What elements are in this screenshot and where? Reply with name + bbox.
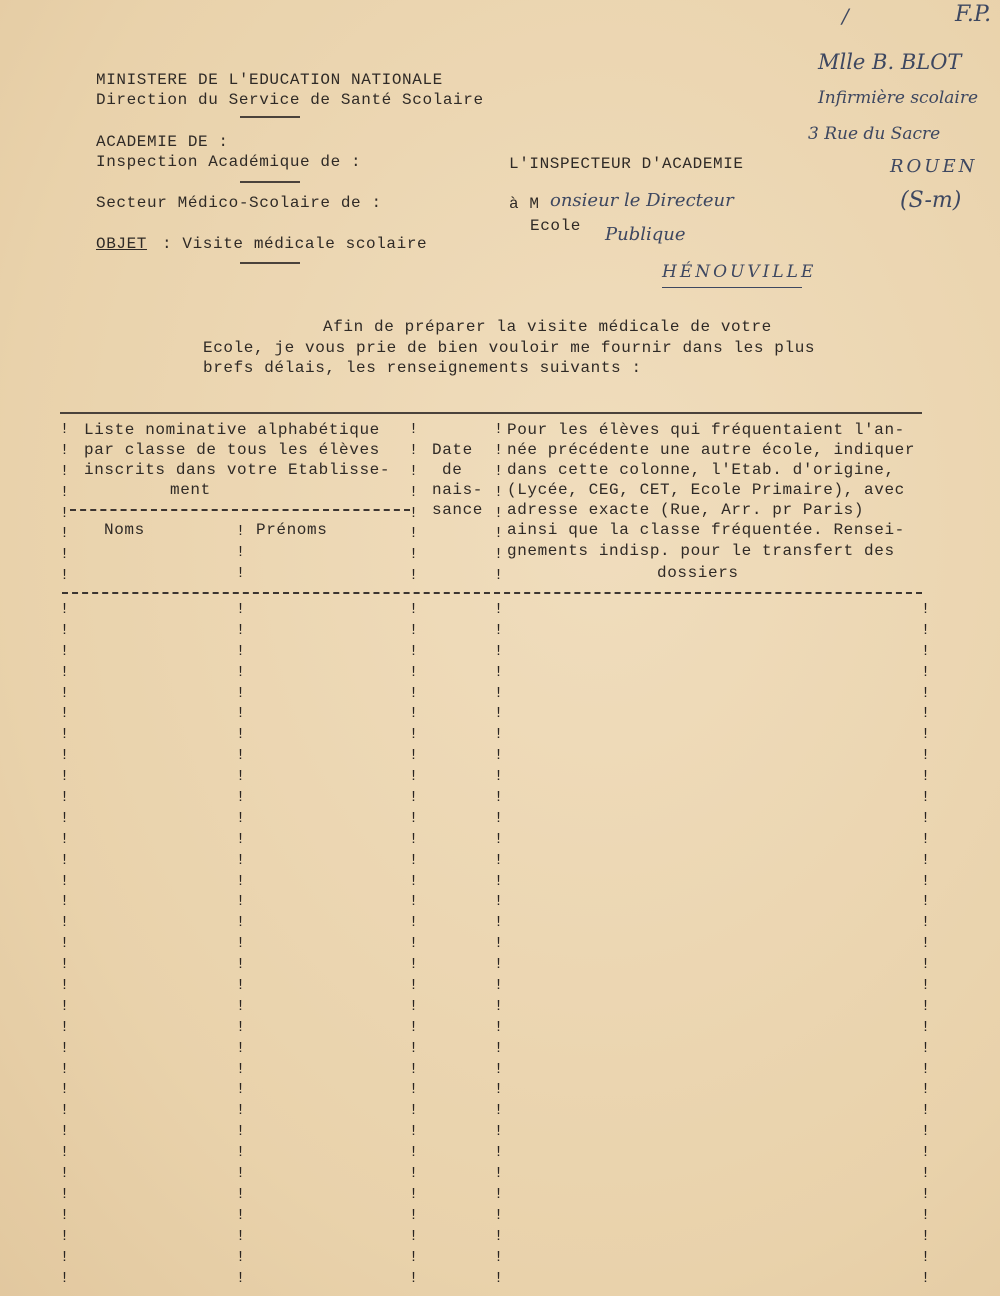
column-separator-mark: !	[921, 1185, 931, 1203]
column-separator-mark: !	[494, 789, 504, 807]
col4-header-line-7: gnements indisp. pour le transfert des	[507, 542, 895, 560]
column-separator-mark: !	[494, 977, 504, 995]
inspecteur-title: L'INSPECTEUR D'ACADEMIE	[509, 155, 744, 173]
column-separator-mark: !	[494, 705, 504, 723]
column-separator-mark: !	[409, 1269, 419, 1287]
column-separator-mark: !	[494, 935, 504, 953]
column-separator-mark: !	[921, 1248, 931, 1266]
column-separator-mark: !	[921, 768, 931, 786]
column-separator-mark: !	[494, 1227, 504, 1245]
column-separator-mark: !	[409, 851, 419, 869]
separator-1	[240, 116, 300, 118]
column-separator-mark: !	[236, 1144, 246, 1162]
header-separator-left: ! ! ! ! ! ! ! !	[60, 421, 70, 585]
column-separator-mark: !	[60, 1185, 70, 1203]
column-separator-mark: !	[236, 1018, 246, 1036]
town-handwritten: HÉNOUVILLE	[662, 262, 817, 282]
column-separator-mark: !	[921, 872, 931, 890]
column-separator-mark: !	[236, 893, 246, 911]
column-separator-mark: !	[921, 851, 931, 869]
column-separator-mark: !	[60, 642, 70, 660]
column-separator-mark: !	[236, 1206, 246, 1224]
column-separator-mark: !	[921, 1102, 931, 1120]
column-separator-mark: !	[60, 663, 70, 681]
column-separator-mark: !	[236, 642, 246, 660]
column-separator-mark: !	[921, 893, 931, 911]
column-separator-mark: !	[60, 621, 70, 639]
column-separator-mark: !	[236, 935, 246, 953]
column-separator-mark: !	[60, 1102, 70, 1120]
column-separator-mark: !	[921, 809, 931, 827]
col1-header-line-1: Liste nominative alphabétique	[84, 421, 380, 439]
academie-line: ACADEMIE DE :	[96, 133, 229, 151]
column-separator-mark: !	[409, 1081, 419, 1099]
col4-header-line-1: Pour les élèves qui fréquentaient l'an-	[507, 421, 905, 439]
column-separator-mark: !	[921, 663, 931, 681]
col4-header-line-4: (Lycée, CEG, CET, Ecole Primaire), avec	[507, 481, 905, 499]
column-separator-mark: !	[409, 1018, 419, 1036]
corner-initials: F.P.	[955, 2, 992, 27]
col4-header-line-8: dossiers	[657, 564, 739, 582]
column-separator-mark: !	[60, 789, 70, 807]
column-separator-mark: !	[60, 1227, 70, 1245]
column-separator-mark: !	[60, 1206, 70, 1224]
column-separator-mark: !	[60, 914, 70, 932]
date-header-line-1: Date	[432, 441, 473, 459]
header-separator-prenoms: ! ! !	[236, 523, 246, 582]
col1-header-line-3: inscrits dans votre Etablisse-	[84, 461, 391, 479]
recipient-city: ROUEN	[890, 156, 978, 177]
column-separator-mark: !	[236, 768, 246, 786]
column-separator-mark: !	[236, 809, 246, 827]
column-separator-mark: !	[921, 747, 931, 765]
column-separator-mark: !	[921, 1227, 931, 1245]
column-separator-mark: !	[409, 684, 419, 702]
column-separator-mark: !	[921, 1165, 931, 1183]
col4-header-line-2: née précédente une autre école, indiquer	[507, 441, 916, 459]
column-separator-mark: !	[236, 621, 246, 639]
column-separator-mark: !	[409, 621, 419, 639]
column-separator-mark: !	[409, 977, 419, 995]
body-separator-col4	[494, 600, 504, 1289]
intro-line-3: brefs délais, les renseignements suivants :	[203, 359, 642, 377]
date-header-line-3: nais-	[432, 481, 484, 499]
column-separator-mark: !	[494, 663, 504, 681]
column-separator-mark: !	[236, 684, 246, 702]
column-separator-mark: !	[494, 1060, 504, 1078]
column-separator-mark: !	[409, 1039, 419, 1057]
prenoms-header: Prénoms	[256, 521, 328, 539]
column-separator-mark: !	[409, 1165, 419, 1183]
column-separator-mark: !	[60, 1269, 70, 1287]
column-separator-mark: !	[236, 601, 246, 618]
body-separator-right	[921, 600, 931, 1289]
column-separator-mark: !	[921, 789, 931, 807]
column-separator-mark: !	[236, 1123, 246, 1141]
column-separator-mark: !	[494, 851, 504, 869]
column-separator-mark: !	[921, 956, 931, 974]
column-separator-mark: !	[236, 1102, 246, 1120]
column-separator-mark: !	[60, 809, 70, 827]
column-separator-mark: !	[494, 1123, 504, 1141]
column-separator-mark: !	[921, 1081, 931, 1099]
col1-header-line-2: par classe de tous les élèves	[84, 441, 380, 459]
column-separator-mark: !	[409, 1185, 419, 1203]
recipient-dept: (S-m)	[900, 188, 962, 213]
col4-header-line-5: adresse exacte (Rue, Arr. pr Paris)	[507, 501, 865, 519]
column-separator-mark: !	[236, 1248, 246, 1266]
column-separator-mark: !	[236, 956, 246, 974]
column-separator-mark: !	[921, 1039, 931, 1057]
column-separator-mark: !	[921, 1144, 931, 1162]
secteur-line: Secteur Médico-Scolaire de :	[96, 194, 382, 212]
column-separator-mark: !	[60, 1018, 70, 1036]
column-separator-mark: !	[921, 1018, 931, 1036]
column-separator-mark: !	[494, 872, 504, 890]
column-separator-mark: !	[409, 935, 419, 953]
intro-line-1: Afin de préparer la visite médicale de votre	[323, 318, 772, 336]
col4-header-line-3: dans cette colonne, l'Etab. d'origine,	[507, 461, 895, 479]
column-separator-mark: !	[921, 997, 931, 1015]
column-separator-mark: !	[494, 1018, 504, 1036]
column-separator-mark: !	[236, 872, 246, 890]
noms-header: Noms	[104, 521, 145, 539]
column-separator-mark: !	[494, 1081, 504, 1099]
column-separator-mark: !	[236, 789, 246, 807]
column-separator-mark: !	[409, 956, 419, 974]
column-separator-mark: !	[60, 893, 70, 911]
column-separator-mark: !	[236, 747, 246, 765]
column-separator-mark: !	[921, 621, 931, 639]
column-separator-mark: !	[60, 830, 70, 848]
column-separator-mark: !	[236, 1060, 246, 1078]
column-separator-mark: !	[409, 1227, 419, 1245]
column-separator-mark: !	[409, 830, 419, 848]
column-separator-mark: !	[921, 1123, 931, 1141]
recipient-title: Infirmière scolaire	[818, 88, 979, 108]
column-separator-mark: !	[409, 747, 419, 765]
separator-2	[240, 181, 300, 183]
column-separator-mark: !	[494, 621, 504, 639]
column-separator-mark: !	[921, 1269, 931, 1287]
column-separator-mark: !	[60, 1039, 70, 1057]
column-separator-mark: !	[494, 768, 504, 786]
col1-subheader-rule	[70, 509, 410, 511]
column-separator-mark: !	[409, 789, 419, 807]
column-separator-mark: !	[494, 684, 504, 702]
town-underline	[662, 287, 802, 288]
column-separator-mark: !	[921, 601, 931, 618]
column-separator-mark: !	[236, 705, 246, 723]
column-separator-mark: !	[409, 1123, 419, 1141]
column-separator-mark: !	[236, 1165, 246, 1183]
column-separator-mark: !	[494, 1269, 504, 1287]
recipient-name: Mlle B. BLOT	[818, 50, 962, 74]
column-separator-mark: !	[409, 601, 419, 618]
ministry-line: MINISTERE DE L'EDUCATION NATIONALE	[96, 71, 443, 89]
body-separator-date	[409, 600, 419, 1289]
date-header-line-2: de	[442, 461, 463, 479]
column-separator-mark: !	[494, 809, 504, 827]
column-separator-mark: !	[60, 601, 70, 618]
header-separator-date: ! ! ! ! ! ! ! !	[409, 421, 419, 585]
column-separator-mark: !	[60, 705, 70, 723]
column-separator-mark: !	[494, 726, 504, 744]
school-handwritten: Publique	[605, 224, 686, 245]
column-separator-mark: !	[60, 872, 70, 890]
column-separator-mark: !	[494, 1185, 504, 1203]
column-separator-mark: !	[409, 768, 419, 786]
column-separator-mark: !	[409, 997, 419, 1015]
column-separator-mark: !	[494, 830, 504, 848]
column-separator-mark: !	[236, 851, 246, 869]
column-separator-mark: !	[921, 1206, 931, 1224]
column-separator-mark: !	[494, 997, 504, 1015]
column-separator-mark: !	[409, 914, 419, 932]
column-separator-mark: !	[236, 1227, 246, 1245]
column-separator-mark: !	[409, 726, 419, 744]
column-separator-mark: !	[409, 1144, 419, 1162]
column-separator-mark: !	[494, 642, 504, 660]
objet-label: OBJET	[96, 235, 148, 253]
column-separator-mark: !	[921, 935, 931, 953]
column-separator-mark: !	[60, 1060, 70, 1078]
col1-header-line-4: ment	[170, 481, 211, 499]
direction-line: Direction du Service de Santé Scolaire	[96, 91, 484, 109]
objet-text: : Visite médicale scolaire	[162, 235, 428, 253]
column-separator-mark: !	[409, 809, 419, 827]
column-separator-mark: !	[60, 935, 70, 953]
column-separator-mark: !	[494, 1206, 504, 1224]
column-separator-mark: !	[60, 1144, 70, 1162]
column-separator-mark: !	[921, 684, 931, 702]
addressee-handwritten: onsieur le Directeur	[550, 190, 734, 211]
column-separator-mark: !	[409, 642, 419, 660]
column-separator-mark: !	[236, 1269, 246, 1287]
body-separator-left	[60, 600, 70, 1289]
column-separator-mark: !	[921, 830, 931, 848]
column-separator-mark: !	[409, 872, 419, 890]
recipient-street: 3 Rue du Sacre	[808, 124, 941, 144]
column-separator-mark: !	[236, 997, 246, 1015]
column-separator-mark: !	[236, 726, 246, 744]
column-separator-mark: !	[494, 601, 504, 618]
column-separator-mark: !	[236, 914, 246, 932]
column-separator-mark: !	[236, 977, 246, 995]
column-separator-mark: !	[921, 977, 931, 995]
column-separator-mark: !	[409, 1248, 419, 1266]
corner-mark: /	[842, 4, 849, 28]
column-separator-mark: !	[494, 747, 504, 765]
table-top-rule	[60, 412, 922, 414]
column-separator-mark: !	[60, 684, 70, 702]
column-separator-mark: !	[494, 1039, 504, 1057]
column-separator-mark: !	[60, 1123, 70, 1141]
separator-3	[240, 262, 300, 264]
column-separator-mark: !	[60, 956, 70, 974]
inspection-line: Inspection Académique de :	[96, 153, 362, 171]
column-separator-mark: !	[409, 663, 419, 681]
column-separator-mark: !	[921, 705, 931, 723]
column-separator-mark: !	[60, 997, 70, 1015]
intro-line-2: Ecole, je vous prie de bien vouloir me fournir dans les plus	[203, 339, 816, 357]
date-header-line-4: sance	[432, 501, 484, 519]
column-separator-mark: !	[494, 1165, 504, 1183]
column-separator-mark: !	[60, 1165, 70, 1183]
column-separator-mark: !	[60, 851, 70, 869]
column-separator-mark: !	[921, 914, 931, 932]
column-separator-mark: !	[236, 1081, 246, 1099]
column-separator-mark: !	[409, 1206, 419, 1224]
column-separator-mark: !	[60, 768, 70, 786]
column-separator-mark: !	[409, 1102, 419, 1120]
column-separator-mark: !	[921, 642, 931, 660]
column-separator-mark: !	[494, 893, 504, 911]
column-separator-mark: !	[60, 1248, 70, 1266]
column-separator-mark: !	[236, 830, 246, 848]
col4-header-line-6: ainsi que la classe fréquentée. Rensei-	[507, 521, 905, 539]
column-separator-mark: !	[60, 726, 70, 744]
column-separator-mark: !	[494, 1102, 504, 1120]
column-separator-mark: !	[60, 977, 70, 995]
body-separator-prenoms	[236, 600, 246, 1289]
column-separator-mark: !	[60, 1081, 70, 1099]
column-separator-mark: !	[236, 1039, 246, 1057]
column-separator-mark: !	[921, 1060, 931, 1078]
column-separator-mark: !	[494, 1248, 504, 1266]
column-separator-mark: !	[409, 705, 419, 723]
column-separator-mark: !	[409, 1060, 419, 1078]
column-separator-mark: !	[494, 914, 504, 932]
ecole-label: Ecole	[530, 217, 582, 235]
column-separator-mark: !	[409, 893, 419, 911]
column-separator-mark: !	[921, 726, 931, 744]
column-separator-mark: !	[236, 663, 246, 681]
header-separator-col4: ! ! ! ! ! ! ! !	[494, 421, 504, 585]
column-separator-mark: !	[236, 1185, 246, 1203]
header-bottom-rule	[62, 592, 922, 594]
a-m-label: à M	[509, 195, 540, 213]
column-separator-mark: !	[494, 956, 504, 974]
column-separator-mark: !	[494, 1144, 504, 1162]
column-separator-mark: !	[60, 747, 70, 765]
